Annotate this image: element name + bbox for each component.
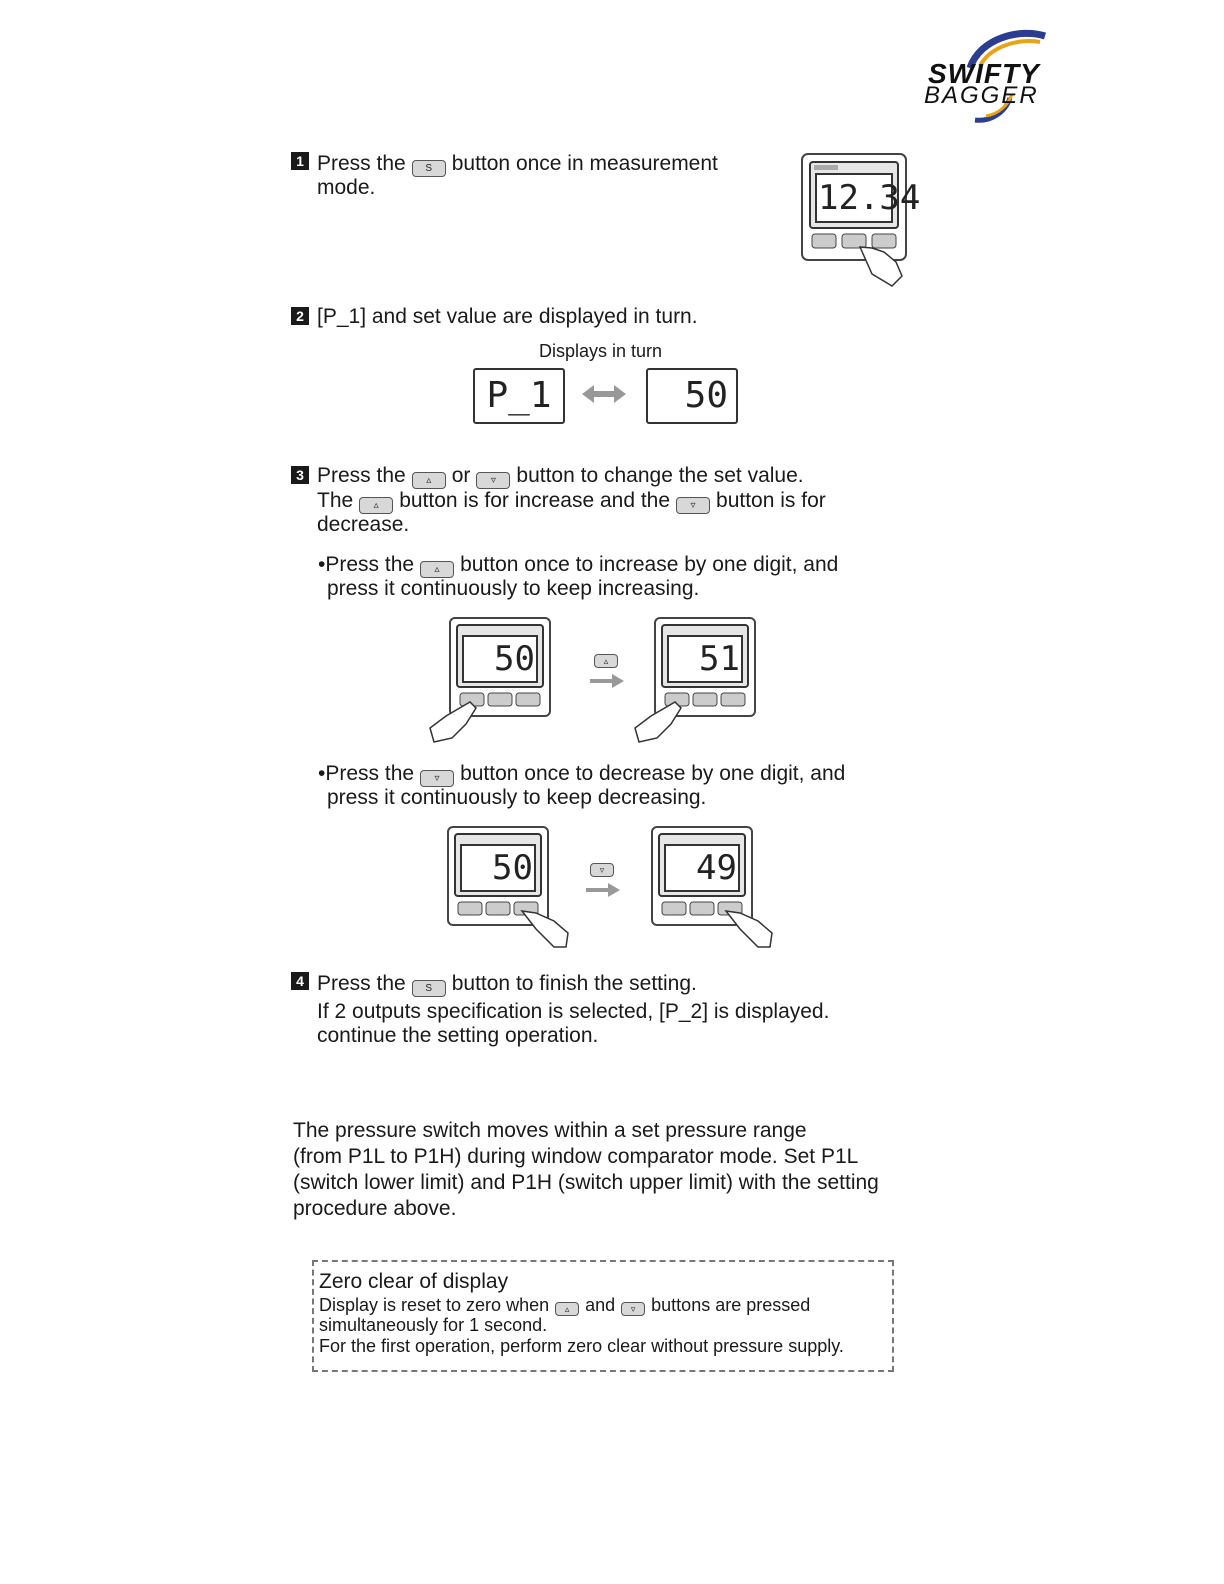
paragraph-line-4: procedure above. xyxy=(293,1197,457,1220)
note-line-3: For the first operation, perform zero clear without pressure supply. xyxy=(319,1336,844,1356)
step-3-text-b: or xyxy=(451,464,471,487)
company-logo xyxy=(920,28,1080,124)
step-4-line-3: continue the setting operation. xyxy=(317,1024,599,1047)
increase-after-value: 51 xyxy=(699,639,740,679)
step-1-number: 1 xyxy=(291,152,309,170)
step-2-display-a-value: P_1 xyxy=(486,375,552,416)
step-3-text-a: Press the xyxy=(317,464,406,487)
increase-device-before xyxy=(426,616,554,746)
alternate-arrow-icon xyxy=(580,382,628,406)
step-4-number: 4 xyxy=(291,972,309,990)
up-button-icon: ▵ xyxy=(359,497,393,514)
decrease-arrow xyxy=(586,859,620,897)
decrease-device-before xyxy=(446,825,574,955)
down-button-icon: ▿ xyxy=(590,863,614,877)
logo-text-swifty: SWIFTY xyxy=(928,58,1040,89)
step-4-line-2: If 2 outputs specification is selected, [P_2] is displayed. xyxy=(317,1000,830,1023)
paragraph-line-1: The pressure switch moves within a set pressure range xyxy=(293,1119,807,1142)
increase-device-after xyxy=(631,616,759,746)
step-3-increase-line-2: press it continuously to keep increasing. xyxy=(327,577,700,600)
step-2-display-a xyxy=(473,368,565,424)
decrease-device-after xyxy=(650,825,778,955)
note-title: Zero clear of display xyxy=(319,1270,509,1293)
step-1-display-value: 12.34 xyxy=(818,178,921,218)
increase-before-value: 50 xyxy=(494,639,535,679)
up-button-icon: ▵ xyxy=(594,654,618,668)
up-button-icon: ▵ xyxy=(412,472,446,489)
step-1-device-illustration xyxy=(800,152,921,292)
down-button-icon: ▿ xyxy=(420,770,454,787)
step-3-text-f: button is for xyxy=(716,489,826,512)
decrease-before-value: 50 xyxy=(492,848,533,888)
step-3-line-3: decrease. xyxy=(317,513,410,536)
right-arrow-icon xyxy=(586,883,620,897)
step-2-display-b xyxy=(646,368,738,424)
increase-arrow xyxy=(590,650,624,688)
increase-text-b: button once to increase by one digit, and xyxy=(460,553,839,576)
step-2-display-b-value: 50 xyxy=(684,375,728,416)
paragraph-line-2: (from P1L to P1H) during window comparator mode. Set P1L xyxy=(293,1145,859,1168)
note-line-1 xyxy=(319,1295,810,1316)
step-3-decrease-line-2: press it continuously to keep decreasing. xyxy=(327,786,707,809)
step-2-number: 2 xyxy=(291,307,309,325)
logo-text-bagger: BAGGER xyxy=(924,82,1039,109)
step-3-text-d: The xyxy=(317,489,354,512)
set-button-icon: S xyxy=(412,980,446,997)
step-4-line-1 xyxy=(317,972,697,997)
step-3-line-1 xyxy=(317,464,804,489)
down-button-icon: ▿ xyxy=(621,1302,645,1316)
step-3-text-e: button is for increase and the xyxy=(399,489,671,512)
decrease-after-value: 49 xyxy=(696,848,737,888)
step-1-text-b: button once in measurement xyxy=(451,152,718,175)
down-button-icon: ▿ xyxy=(676,497,710,514)
up-button-icon: ▵ xyxy=(555,1302,579,1316)
note-text-b: and xyxy=(585,1295,616,1315)
step-3-line-2 xyxy=(317,489,826,514)
down-button-icon: ▿ xyxy=(476,472,510,489)
step-3-increase-line-1 xyxy=(318,553,838,578)
increase-text-a: •Press the xyxy=(318,553,415,576)
step-3-decrease-line-1 xyxy=(318,762,845,787)
step-2-line-1: [P_1] and set value are displayed in turn. xyxy=(317,305,698,328)
step-1-text-a: Press the xyxy=(317,152,406,175)
step-1-line-1 xyxy=(317,152,718,177)
note-line-2: simultaneously for 1 second. xyxy=(319,1315,548,1335)
step-1-line-2: mode. xyxy=(317,176,376,199)
up-button-icon: ▵ xyxy=(420,561,454,578)
note-text-a: Display is reset to zero when xyxy=(319,1295,550,1315)
step-4-text-a: Press the xyxy=(317,972,406,995)
step-3-text-c: button to change the set value. xyxy=(516,464,804,487)
step-3-number: 3 xyxy=(291,466,309,484)
note-text-c: buttons are pressed xyxy=(651,1295,811,1315)
decrease-text-a: •Press the xyxy=(318,762,415,785)
step-2-caption: Displays in turn xyxy=(539,341,663,361)
right-arrow-icon xyxy=(590,674,624,688)
paragraph-line-3: (switch lower limit) and P1H (switch upper limit) with the setting xyxy=(293,1171,879,1194)
step-4-text-b: button to finish the setting. xyxy=(451,972,697,995)
set-button-icon: S xyxy=(412,160,446,177)
decrease-text-b: button once to decrease by one digit, and xyxy=(460,762,846,785)
